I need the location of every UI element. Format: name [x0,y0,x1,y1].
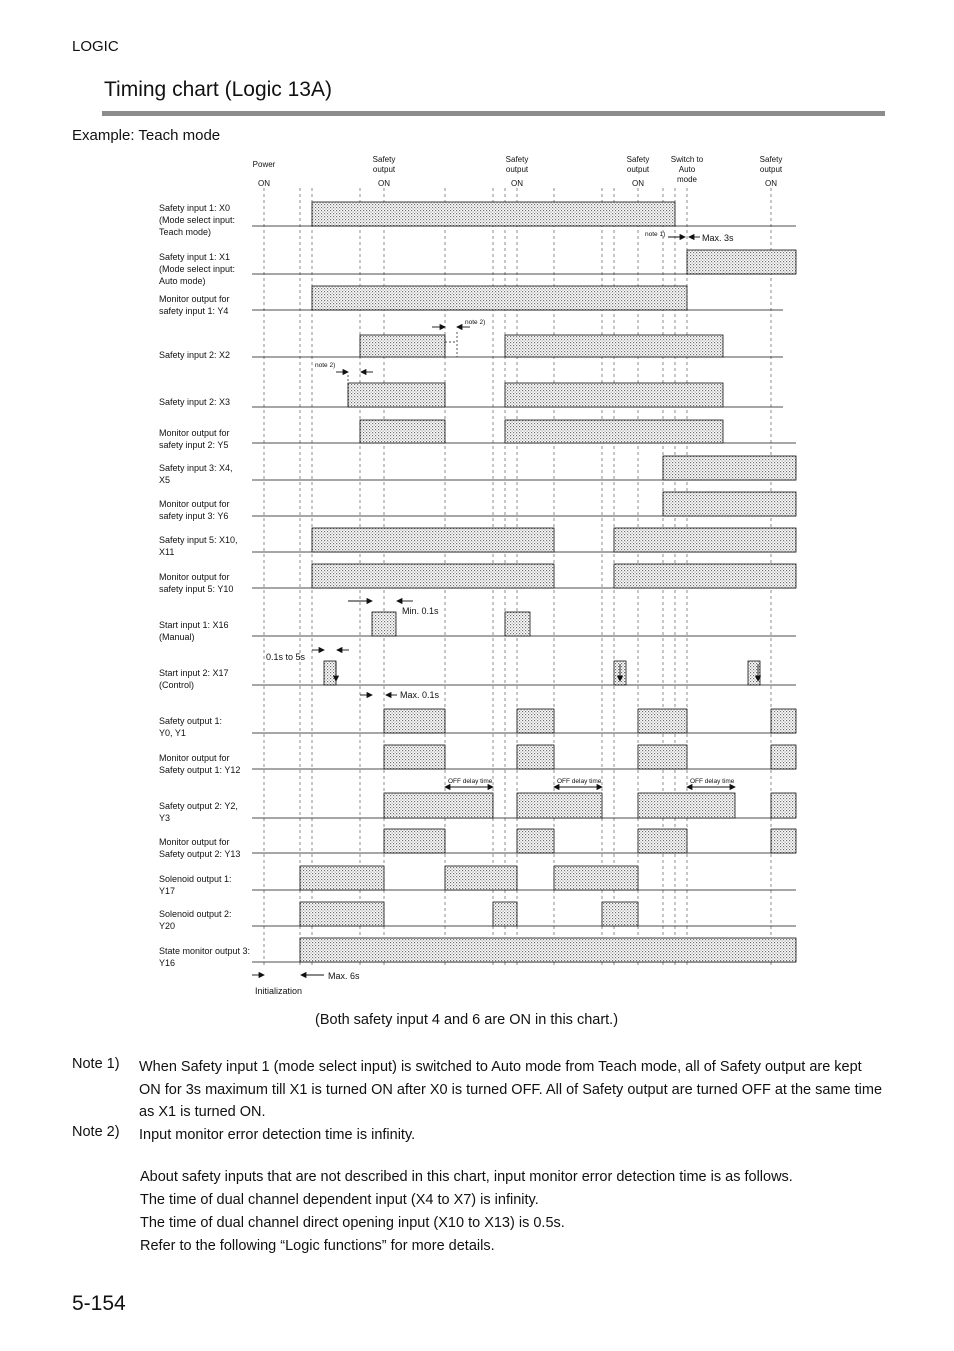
signal-pulse [505,335,723,357]
signal-pulse [505,420,723,443]
signal-pulse [493,902,517,926]
signal-pulse [687,250,796,274]
signal-pulse [517,709,554,733]
signal-pulse [312,286,687,310]
signal-pulse [554,866,638,890]
event-label: Safety output [505,155,529,174]
signal-pulse [614,528,796,552]
max6s-label: Max. 6s [328,971,360,981]
signal-pulse [638,709,687,733]
min01-label: Min. 0.1s [402,606,439,616]
signal-label: Monitor output for safety input 3: Y6 [159,499,230,521]
signal-label: Solenoid output 1: Y17 [159,874,232,896]
signal-pulse [638,829,687,853]
signal-pulse [638,745,687,769]
signal-label: Safety input 1: X0 (Mode select input: Teach mode) [159,203,236,237]
signal-pulse [638,793,735,818]
note2-marker: note 2) [465,319,486,326]
signal-pulse [300,866,384,890]
page-title: Timing chart (Logic 13A) [104,78,332,101]
paragraph: The time of dual channel dependent input (X4 to X7) is infinity. [140,1192,539,1208]
initialization-label: Initialization [255,986,303,996]
signal-pulse [517,793,602,818]
signal-label: Monitor output for safety input 5: Y10 [159,572,234,594]
max3s-label: Max. 3s [702,233,734,243]
signal-pulse [384,793,493,818]
signal-pulse [505,612,530,636]
signal-label: Safety input 1: X1 (Mode select input: Auto mode) [159,252,236,286]
event-label: Switch to Auto mode [670,155,704,184]
signal-pulse [312,528,554,552]
event-label: Safety output [759,155,783,174]
signal-pulse [771,709,796,733]
signal-pulse [771,829,796,853]
paragraph: About safety inputs that are not described in this chart, input monitor error detection time is as follows. [140,1169,793,1185]
offdelay-label: OFF delay time [557,778,602,785]
note2-marker: note 2) [315,362,336,369]
signal-pulse [663,456,796,480]
max01-label: Max. 0.1s [400,690,440,700]
signal-label: Monitor output for Safety output 1: Y12 [159,753,241,775]
signal-label: Start input 1: X16 (Manual) [159,620,229,642]
event-state: ON [511,179,523,188]
signal-label: Safety input 2: X2 [159,350,231,360]
signal-label: Start input 2: X17 (Control) [159,668,229,690]
range-label: 0.1s to 5s [266,652,306,662]
signal-pulse [312,564,554,588]
signal-pulse [505,383,723,407]
signal-pulse [372,612,396,636]
paragraph: Refer to the following “Logic functions” for more details. [140,1238,495,1254]
signal-label: Safety output 1: Y0, Y1 [159,716,223,738]
note2-label: Note 2) [72,1124,120,1140]
signal-label: Safety input 5: X10, X11 [159,535,238,557]
section-label: LOGIC [72,38,119,55]
signal-pulse [324,661,336,685]
signal-pulse [360,420,445,443]
signal-label: Safety input 3: X4, X5 [159,463,233,485]
note1-label: Note 1) [72,1056,120,1072]
signal-pulse [360,335,445,357]
signal-pulse [300,938,796,962]
signal-pulse [602,902,638,926]
signal-label: Monitor output for safety input 2: Y5 [159,428,230,450]
paragraph: The time of dual channel direct opening input (X10 to X13) is 0.5s. [140,1215,565,1231]
signal-pulse [312,202,675,226]
signal-pulse [517,745,554,769]
signal-pulse [348,383,445,407]
note1-marker: note 1) [645,231,666,238]
signal-pulse [517,829,554,853]
offdelay-label: OFF delay time [448,778,493,785]
signal-pulse [300,902,384,926]
event-label: Safety output [372,155,396,174]
signal-pulse [771,793,796,818]
signal-label: Monitor output for Safety output 2: Y13 [159,837,241,859]
event-label: Power [252,160,276,169]
signal-label: State monitor output 3: Y16 [159,946,251,968]
signal-label: Solenoid output 2: Y20 [159,909,232,931]
event-state: ON [378,179,390,188]
signal-pulse [771,745,796,769]
signal-label: Monitor output for safety input 1: Y4 [159,294,230,316]
signal-pulse [384,829,445,853]
offdelay-label: OFF delay time [690,778,735,785]
signal-pulse [614,564,796,588]
signal-pulse [663,492,796,516]
signal-pulse [384,745,445,769]
signal-pulse [384,709,445,733]
signal-label: Safety input 2: X3 [159,397,231,407]
chart-caption: (Both safety input 4 and 6 are ON in this chart.) [315,1012,619,1028]
event-label: Safety output [626,155,650,174]
event-state: ON [632,179,644,188]
page-number: 5-154 [72,1292,126,1315]
event-state: ON [258,179,270,188]
note2-text: Input monitor error detection time is infinity. [139,1127,416,1143]
signal-label: Safety output 2: Y2, Y3 [159,801,238,823]
note1-text: When Safety input 1 (mode select input) is switched to Auto mode from Teach mode, all of Safety output are kept ON for 3s maximum till X1 is turned ON after X0 is turned OFF. All of Safety output are turned OFF at the same time as X1 is turned ON. [139,1059,883,1120]
example-label: Example: Teach mode [72,127,221,144]
signal-pulse [445,866,517,890]
event-state: ON [765,179,777,188]
